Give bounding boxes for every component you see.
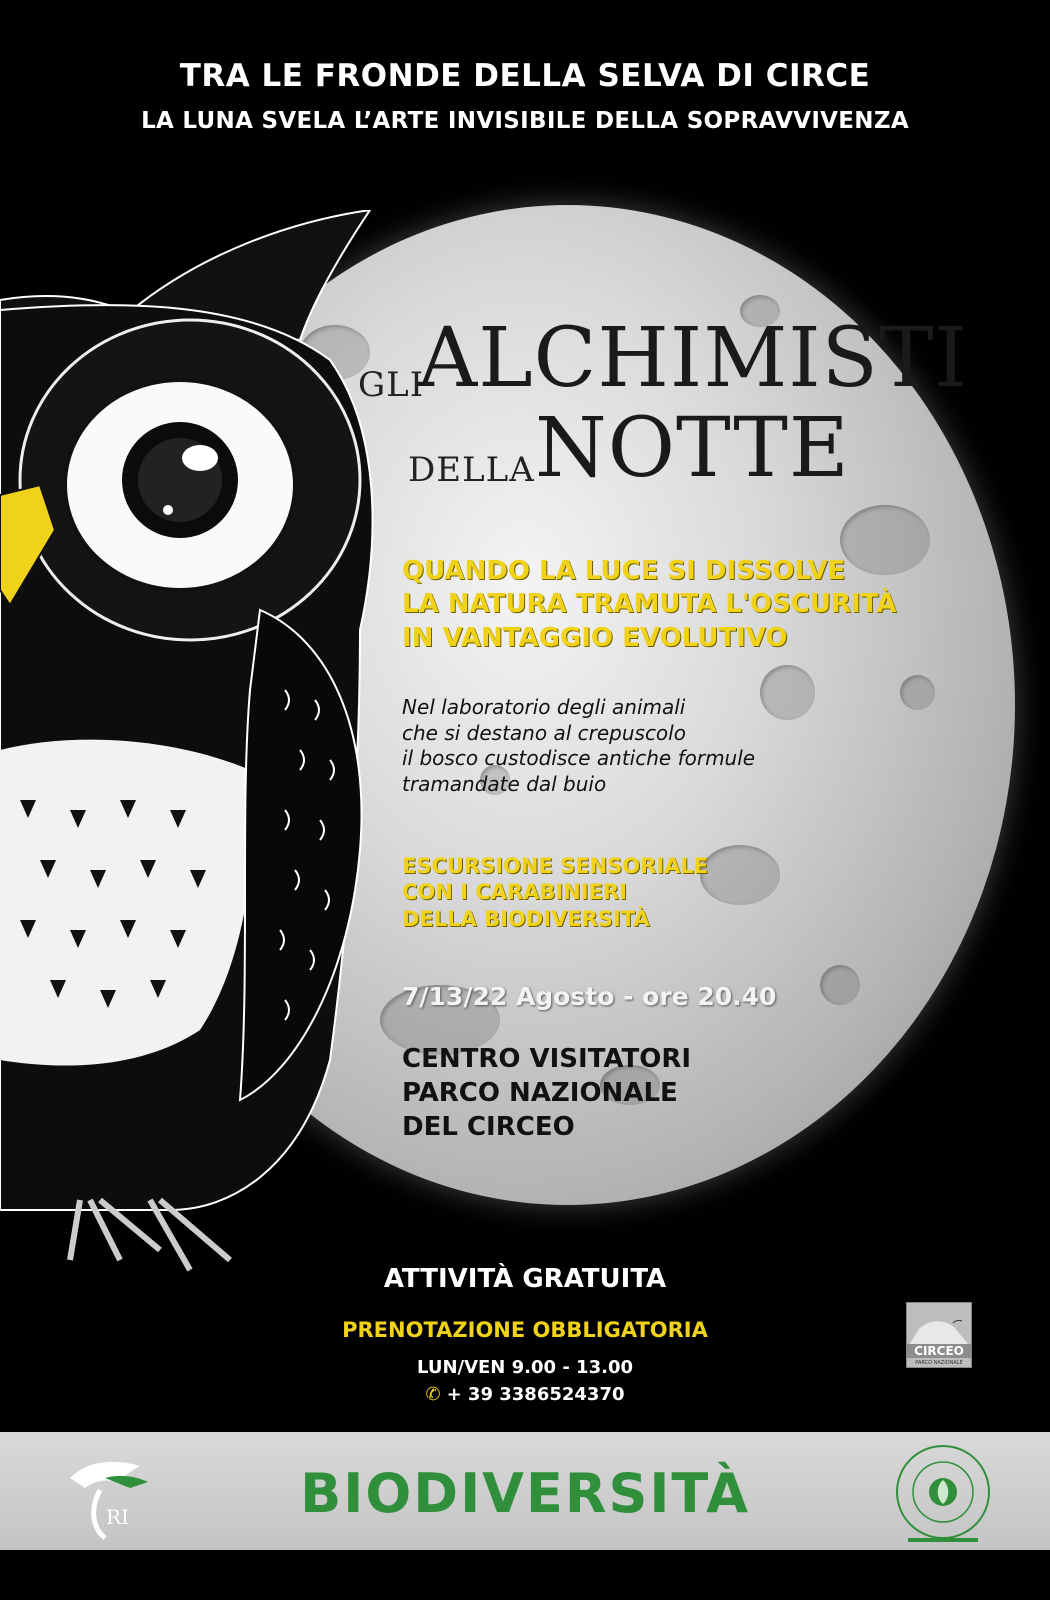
excursion-line: CON I CARABINIERI xyxy=(402,880,627,905)
intro-text xyxy=(402,695,755,797)
event-dates: 7/13/22 Agosto - ore 20.40 xyxy=(402,982,777,1011)
svg-text:RI: RI xyxy=(106,1505,129,1529)
opening-hours: LUN/VEN 9.00 - 13.00 xyxy=(417,1357,633,1378)
title-gli: GLI xyxy=(358,365,425,405)
venue xyxy=(402,1043,691,1144)
circeo-logo-sub: PARCO NAZIONALE xyxy=(915,1360,963,1366)
tagline xyxy=(402,555,896,655)
intro-line: il bosco custodisce antiche formule xyxy=(402,746,756,771)
excursion-line: ESCURSIONE SENSORIALE xyxy=(402,854,709,878)
circeo-logo xyxy=(906,1302,972,1368)
tagline-line: LA NATURA TRAMUTA L'OSCURITÀ xyxy=(402,589,897,620)
mountain-icon xyxy=(909,1317,969,1345)
owl-illustration xyxy=(0,210,420,1290)
venue-line: PARCO NAZIONALE xyxy=(402,1077,678,1108)
free-activity-label: ATTIVITÀ GRATUITA xyxy=(383,1264,667,1294)
biodiversita-brand: BIODIVERSITÀ xyxy=(300,1462,750,1525)
booking-required-label: PRENOTAZIONE OBBLIGATORIA xyxy=(342,1318,708,1342)
intro-line: tramandate dal buio xyxy=(402,771,607,796)
phone-number[interactable]: + 39 3386524370 xyxy=(446,1384,625,1405)
venue-line: CENTRO VISITATORI xyxy=(402,1044,692,1074)
title-notte: NOTTE xyxy=(535,401,850,496)
phone-icon: ✆ xyxy=(425,1384,441,1405)
circeo-logo-label: CIRCEO xyxy=(907,1344,971,1358)
header-line-2: LA LUNA SVELA L’ARTE INVISIBILE DELLA SOPRAVVIVENZA xyxy=(141,108,909,134)
intro-line: che si destano al crepuscolo xyxy=(402,720,686,745)
excursion-line: DELLA BIODIVERSITÀ xyxy=(402,906,650,931)
excursion-text xyxy=(402,853,708,932)
intro-line: Nel laboratorio degli animali xyxy=(402,695,686,719)
tagline-line: QUANDO LA LUCE SI DISSOLVE xyxy=(402,556,846,586)
title-della: DELLA xyxy=(408,450,535,490)
phone-contact[interactable] xyxy=(0,1384,1050,1405)
venue-line: DEL CIRCEO xyxy=(402,1111,575,1142)
carabinieri-seal xyxy=(888,1440,998,1548)
header-line-1: TRA LE FRONDE DELLA SELVA DI CIRCE xyxy=(179,58,871,94)
title-alchimisti: ALCHIMISTI xyxy=(418,311,968,406)
tagline-line: IN VANTAGGIO EVOLUTIVO xyxy=(402,622,788,653)
